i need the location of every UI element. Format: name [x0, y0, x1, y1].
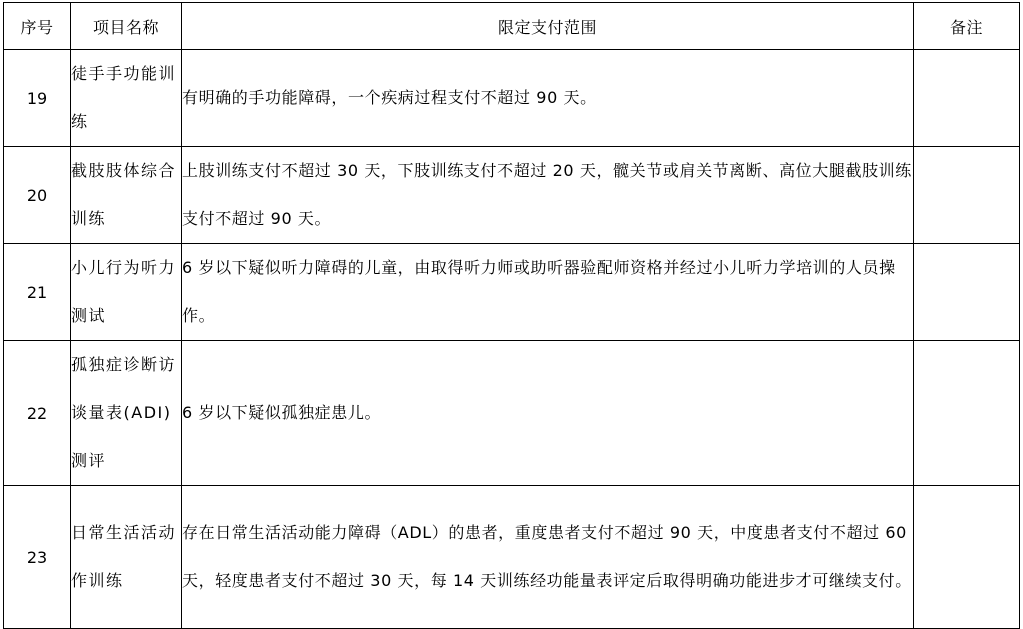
- payment-scope: 6 岁以下疑似孤独症患儿。: [182, 341, 914, 486]
- item-name: 小儿行为听力测试: [71, 244, 182, 341]
- table-row: [4, 147, 1020, 244]
- row-number: 23: [4, 486, 71, 629]
- table-row: [4, 244, 1020, 341]
- header-item-name: 项目名称: [71, 3, 182, 50]
- payment-scope: 6 岁以下疑似听力障碍的儿童，由取得听力师或助听器验配师资格并经过小儿听力学培训的人员操作。: [182, 244, 914, 341]
- header-row: [4, 3, 1020, 50]
- header-remarks: 备注: [914, 3, 1020, 50]
- remarks: [914, 341, 1020, 486]
- remarks: [914, 486, 1020, 629]
- remarks: [914, 50, 1020, 147]
- row-number: 19: [4, 50, 71, 147]
- table-row: [4, 341, 1020, 486]
- payment-scope: 存在日常生活活动能力障碍（ADL）的患者，重度患者支付不超过 90 天，中度患者支付不超过 60 天，轻度患者支付不超过 30 天，每 14 天训练经功能量表评定后取得明确功能进步才可继续支付。: [182, 486, 914, 629]
- header-number: 序号: [4, 3, 71, 50]
- item-name: 徒手手功能训练: [71, 50, 182, 147]
- table-row: [4, 486, 1020, 629]
- payment-scope: 上肢训练支付不超过 30 天，下肢训练支付不超过 20 天，髋关节或肩关节离断、高位大腿截肢训练支付不超过 90 天。: [182, 147, 914, 244]
- payment-scope-table: [3, 2, 1020, 629]
- row-number: 21: [4, 244, 71, 341]
- row-number: 22: [4, 341, 71, 486]
- item-name: 截肢肢体综合训练: [71, 147, 182, 244]
- table-row: [4, 50, 1020, 147]
- item-name: 日常生活活动作训练: [71, 486, 182, 629]
- remarks: [914, 147, 1020, 244]
- header-payment-scope: 限定支付范围: [182, 3, 914, 50]
- payment-scope: 有明确的手功能障碍，一个疾病过程支付不超过 90 天。: [182, 50, 914, 147]
- row-number: 20: [4, 147, 71, 244]
- remarks: [914, 244, 1020, 341]
- item-name: 孤独症诊断访谈量表(ADI)测评: [71, 341, 182, 486]
